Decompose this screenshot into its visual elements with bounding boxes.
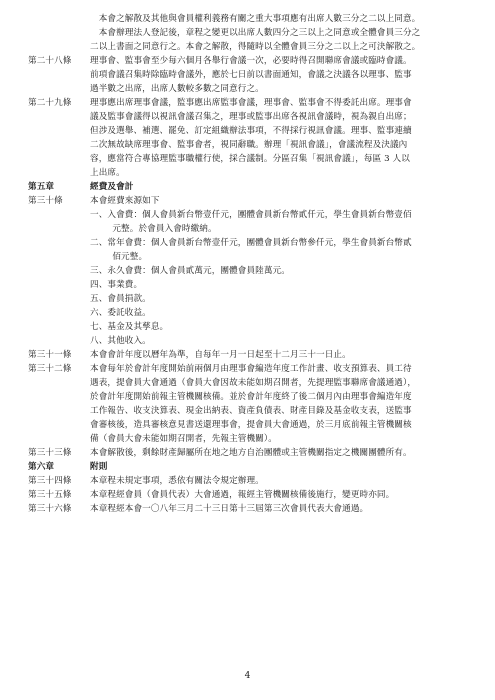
article-line: [28, 96, 473, 110]
article-line: [28, 418, 473, 432]
label-spacer: [28, 166, 90, 180]
chapter-heading: [28, 180, 473, 194]
label-spacer: [28, 26, 90, 40]
article-line: [28, 362, 473, 376]
article-text: 本章程未規定事項，悉依有關法令規定辦理。: [90, 476, 264, 486]
article-label: 第二十九條: [28, 98, 72, 108]
article-text: 本會經費來源如下: [90, 196, 160, 206]
list-item: [28, 236, 473, 264]
article-line: [28, 446, 473, 460]
article-line: [28, 376, 473, 390]
article-text: 上出席。: [90, 168, 125, 178]
article-line: [28, 40, 473, 54]
article-text: 備（會員大會未能如期召開者，先報主管機關）。: [90, 434, 277, 444]
article-line: [28, 488, 473, 502]
article-label: 第二十八條: [28, 56, 72, 66]
article-text: 會審核後，造具審核意見書送還理事會，提會員大會通過，於三月底前報主管機關核: [90, 420, 412, 430]
article-text: 議及監事會議得以視訊會議召集之，理事或監事出席各視訊會議時，視為親自出席；: [90, 112, 412, 122]
label-spacer: [28, 12, 90, 26]
article-line: [28, 474, 473, 488]
chapter-label: 第五章: [28, 182, 55, 192]
label-spacer: [28, 68, 90, 82]
list-item: [28, 306, 473, 320]
label-spacer: [28, 40, 90, 54]
article-label: 第三十六條: [28, 504, 72, 514]
article-text: 二以上書面之同意行之。本會之解散，得隨時以全體會員三分之二以上之可決解散之。: [90, 42, 421, 52]
article-line: [28, 26, 473, 40]
list-item-text: 七、基金及其孳息。: [90, 322, 169, 332]
article-text: 二次無故缺席理事會、監事會者，視同辭職。辦理「視訊會議」，會議流程及決議內: [90, 140, 408, 150]
list-item-text: 三、永久會費：個人會員貳萬元，團體會員陸萬元。: [90, 266, 290, 276]
article-label: 第三十二條: [28, 364, 72, 374]
document-body: [28, 12, 473, 516]
list-item: [28, 208, 473, 236]
article-text: 本會之解散及其他與會員權利義務有關之重大事項應有出席人數三分之二以上同意。: [90, 14, 421, 24]
article-label: 第三十條: [28, 196, 63, 206]
article-line: [28, 152, 473, 166]
article-text: 本會每年於會計年度開始前兩個月由理事會編造年度工作計畫、收支預算表、員工待: [90, 364, 412, 374]
list-item-text: 六、委託收益。: [90, 308, 151, 318]
article-text: 本會會計年度以曆年為準，自每年一月一日起至十二月三十一日止。: [90, 350, 351, 360]
label-spacer: [28, 152, 90, 166]
label-spacer: [28, 138, 90, 152]
list-item-continuation: 元整。於會員入會時繳納。: [112, 224, 217, 234]
article-label: 第三十四條: [28, 476, 72, 486]
chapter-title: 附則: [90, 462, 108, 472]
list-item-text: 二、常年會費：個人會員新台幣壹仟元，團體會員新台幣參仟元，學生會員新台幣貳: [90, 238, 412, 248]
article-text: 容，應當符合專協理監事職權行使，採合議制。分區召集「視訊會議」，每區 3 人以: [90, 154, 410, 164]
label-spacer: [28, 124, 90, 138]
article-text: 本章程經本會一〇八年三月二十三日第十三屆第三次會員代表大會通過。: [90, 504, 369, 514]
article-text: 於會計年度開始前報主管機關核備。並於會計年度終了後二個月內由理事會編造年度: [90, 392, 412, 402]
article-line: [28, 390, 473, 404]
article-line: [28, 82, 473, 96]
article-line: [28, 12, 473, 26]
article-line: [28, 124, 473, 138]
list-item-text: 八、其他收入。: [90, 336, 151, 346]
article-line: [28, 138, 473, 152]
list-item: [28, 334, 473, 348]
article-line: [28, 432, 473, 446]
article-text: 本會辦理法人登記後，章程之變更以出席人數四分之三以上之同意或全體會員三分之: [90, 28, 421, 38]
article-text: 本章程經會員（會員代表）大會通過，報經主管機關核備後施行，變更時亦同。: [90, 490, 395, 500]
chapter-title: 經費及會計: [90, 182, 134, 192]
list-item: [28, 320, 473, 334]
article-line: [28, 166, 473, 180]
article-line: [28, 348, 473, 362]
list-item: [28, 278, 473, 292]
chapter-label: 第六章: [28, 462, 55, 472]
article-line: [28, 54, 473, 68]
label-spacer: [28, 432, 90, 446]
label-spacer: [28, 418, 90, 432]
article-line: [28, 404, 473, 418]
page-number: 4: [244, 671, 251, 681]
label-spacer: [28, 390, 90, 404]
label-spacer: [28, 110, 90, 124]
article-text: 但涉及選舉、補選、罷免、訂定組織辦法事項，不得採行視訊會議。理事、監事連續: [90, 126, 412, 136]
article-text: 理事會、監事會至少每六個月各舉行會議一次，必要時得召開聯席會議或臨時會議。: [90, 56, 412, 66]
article-text: 理事應出席理事會議，監事應出席監事會議，理事會、監事會不得委託出席。理事會: [90, 98, 412, 108]
chapter-heading: [28, 460, 473, 474]
list-item-text: 五、會員捐款。: [90, 294, 151, 304]
article-text: 前項會議召集時除臨時會議外，應於七日前以書面通知，會議之決議各以理事、監事: [90, 70, 412, 80]
article-text: 遇表，提會員大會通過（會員大會因故未能如期召開者，先提理監事聯席會議通過），: [90, 378, 417, 388]
list-item-text: 一、入會費：個人會員新台幣壹仟元，團體會員新台幣貳仟元，學生會員新台幣壹佰: [90, 210, 412, 220]
article-text: 過半數之出席，出席人數較多數之同意行之。: [90, 84, 264, 94]
label-spacer: [28, 82, 90, 96]
article-text: 工作報告、收支決算表、現金出納表、資產負債表、財產目錄及基金收支表，送監事: [90, 406, 412, 416]
list-item: [28, 264, 473, 278]
label-spacer: [28, 404, 90, 418]
label-spacer: [28, 376, 90, 390]
article-label: 第三十一條: [28, 350, 72, 360]
list-item: [28, 292, 473, 306]
article-label: 第三十三條: [28, 448, 72, 458]
article-line: [28, 110, 473, 124]
article-label: 第三十五條: [28, 490, 72, 500]
article-line: [28, 68, 473, 82]
list-item-continuation: 佰元整。: [112, 252, 148, 262]
list-item-text: 四、事業費。: [90, 280, 143, 290]
article-text: 本會解散後，剩餘財產歸屬所在地之地方自治團體或主管機關指定之機關團體所有。: [90, 448, 412, 458]
article-line: [28, 502, 473, 516]
article-line: [28, 194, 473, 208]
